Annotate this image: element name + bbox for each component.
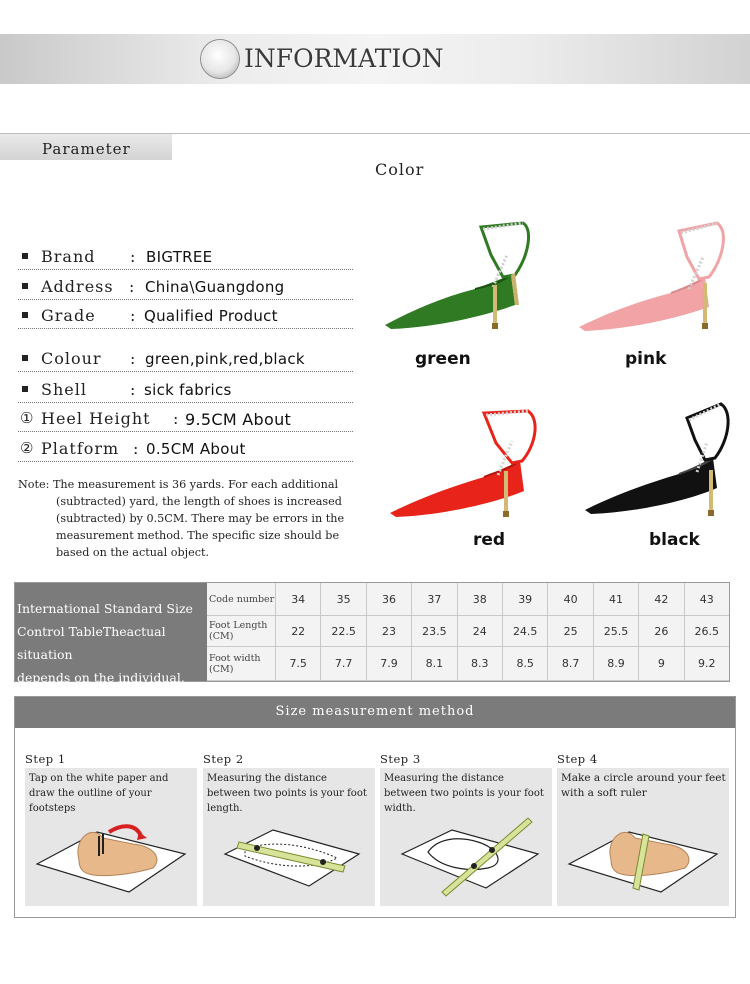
step-text: Make a circle around your feet with a soft ruler: [561, 772, 726, 799]
table-cell: 36: [366, 583, 411, 616]
bullet-icon: [22, 283, 28, 289]
spec-separator: :: [130, 380, 136, 399]
step-panel: [380, 768, 552, 906]
table-cell: 7.7: [320, 647, 365, 681]
table-cell: 38: [457, 583, 502, 616]
table-cell: 24: [457, 616, 502, 647]
bullet-icon: [22, 253, 28, 259]
step-text: Measuring the distance between two points is your foot width.: [384, 773, 544, 814]
note-line: based on the actual object.: [56, 546, 210, 559]
parameter-tab-label: Parameter: [42, 140, 131, 158]
size-grid: [207, 583, 729, 681]
note-line: measurement method. The specific size should be: [56, 529, 340, 542]
table-cell: 25: [547, 616, 592, 647]
bullet-icon: [22, 386, 28, 392]
table-cell: 8.7: [547, 647, 592, 681]
black-shoe-image: [583, 400, 743, 520]
bullet-icon: [22, 355, 28, 361]
size-table: [14, 582, 730, 685]
spec-value: Qualified Product: [144, 307, 278, 325]
spec-row-platform: [18, 436, 353, 462]
spec-separator: :: [130, 306, 136, 325]
foot-width-illustration: [388, 808, 544, 898]
spec-label: Brand: [41, 247, 96, 266]
bullet-icon: [22, 312, 28, 318]
spec-value: BIGTREE: [146, 248, 213, 266]
step-text: Measuring the distance between two points is your foot length.: [207, 773, 367, 814]
measurement-note: [18, 476, 378, 561]
row-header: Foot Length (CM): [207, 616, 275, 647]
step-title: Step 2: [203, 752, 244, 766]
pink-shoe-image: [577, 215, 737, 335]
table-cell: 26: [638, 616, 683, 647]
table-cell: 42: [638, 583, 683, 616]
measurement-section: [14, 696, 736, 918]
step-panel: [25, 768, 197, 906]
foot-circumference-illustration: [565, 808, 721, 898]
spec-row-colour: [18, 346, 353, 372]
step-panel: [557, 768, 729, 906]
table-cell: 7.9: [366, 647, 411, 681]
color-heading: Color: [375, 160, 425, 179]
table-cell: 23: [366, 616, 411, 647]
spec-separator: :: [133, 439, 139, 458]
table-cell: 37: [411, 583, 456, 616]
circled-number-2-icon: ②: [20, 439, 34, 457]
row-header: Code number: [207, 583, 275, 616]
table-cell: 7.5: [275, 647, 320, 681]
measurement-header: [15, 697, 735, 728]
spec-value: China\Guangdong: [145, 278, 285, 296]
spec-separator: :: [173, 409, 179, 428]
green-shoe-image: [383, 215, 543, 335]
table-cell: 22: [275, 616, 320, 647]
table-cell: 8.5: [502, 647, 547, 681]
step-text: Tap on the white paper and draw the outline of your footsteps: [29, 773, 169, 814]
row-header: Foot width (CM): [207, 647, 275, 681]
spec-label: Address: [41, 277, 114, 296]
note-line: (subtracted) yard, the length of shoes is increased: [56, 495, 342, 508]
foot-length-illustration: [211, 808, 367, 898]
spec-separator: :: [129, 277, 135, 296]
table-cell: 39: [502, 583, 547, 616]
step-title: Step 3: [380, 752, 421, 766]
color-label-black: black: [649, 530, 700, 550]
table-cell: 40: [547, 583, 592, 616]
color-label-green: green: [415, 349, 471, 369]
size-table-caption: [17, 597, 207, 689]
step-title: Step 1: [25, 752, 66, 766]
note-line: (subtracted) by 0.5CM. There may be errors in the: [56, 512, 345, 525]
color-label-red: red: [473, 530, 506, 550]
table-cell: 22.5: [320, 616, 365, 647]
spec-value: 0.5CM About: [146, 440, 246, 458]
spec-value: green,pink,red,black: [145, 350, 305, 368]
spec-row-heel-height: [18, 406, 353, 432]
caption-line: depends on the individual.: [17, 670, 185, 685]
color-label-pink: pink: [625, 349, 667, 369]
information-banner: [0, 34, 750, 84]
spec-label: Heel Height: [41, 409, 151, 428]
table-cell: 35: [320, 583, 365, 616]
circled-number-1-icon: ①: [20, 409, 34, 427]
spec-label: Platform: [41, 439, 120, 458]
table-cell: 43: [684, 583, 729, 616]
spec-row-brand: [18, 244, 353, 270]
circle-emblem-icon: [201, 40, 239, 78]
note-line: Note: The measurement is 36 yards. For each additional: [18, 478, 339, 491]
caption-line: International Standard Size: [17, 601, 193, 616]
caption-line: Control TableTheactual situation: [17, 624, 166, 662]
parameter-divider: [0, 133, 750, 134]
spec-separator: :: [130, 247, 136, 266]
table-cell: 8.1: [411, 647, 456, 681]
foot-outline-illustration: [33, 808, 189, 898]
table-cell: 24.5: [502, 616, 547, 647]
spec-label: Shell: [41, 380, 87, 399]
table-cell: 9: [638, 647, 683, 681]
table-cell: 25.5: [593, 616, 638, 647]
spec-row-address: [18, 274, 353, 300]
step-panel: [203, 768, 375, 906]
table-cell: 8.3: [457, 647, 502, 681]
information-title: INFORMATION: [244, 44, 444, 73]
spec-value: sick fabrics: [144, 381, 232, 399]
spec-label: Colour: [41, 349, 102, 368]
table-cell: 41: [593, 583, 638, 616]
red-shoe-image: [388, 405, 548, 525]
table-cell: 8.9: [593, 647, 638, 681]
spec-separator: :: [130, 349, 136, 368]
size-table-caption-panel: [15, 583, 207, 685]
spec-row-grade: [18, 303, 353, 329]
table-cell: 23.5: [411, 616, 456, 647]
spec-row-shell: [18, 377, 353, 403]
spec-label: Grade: [41, 306, 96, 325]
spec-value: 9.5CM About: [185, 410, 292, 429]
table-cell: 9.2: [684, 647, 729, 681]
step-title: Step 4: [557, 752, 598, 766]
measurement-title: Size measurement method: [275, 704, 475, 719]
table-cell: 26.5: [684, 616, 729, 647]
table-cell: 34: [275, 583, 320, 616]
